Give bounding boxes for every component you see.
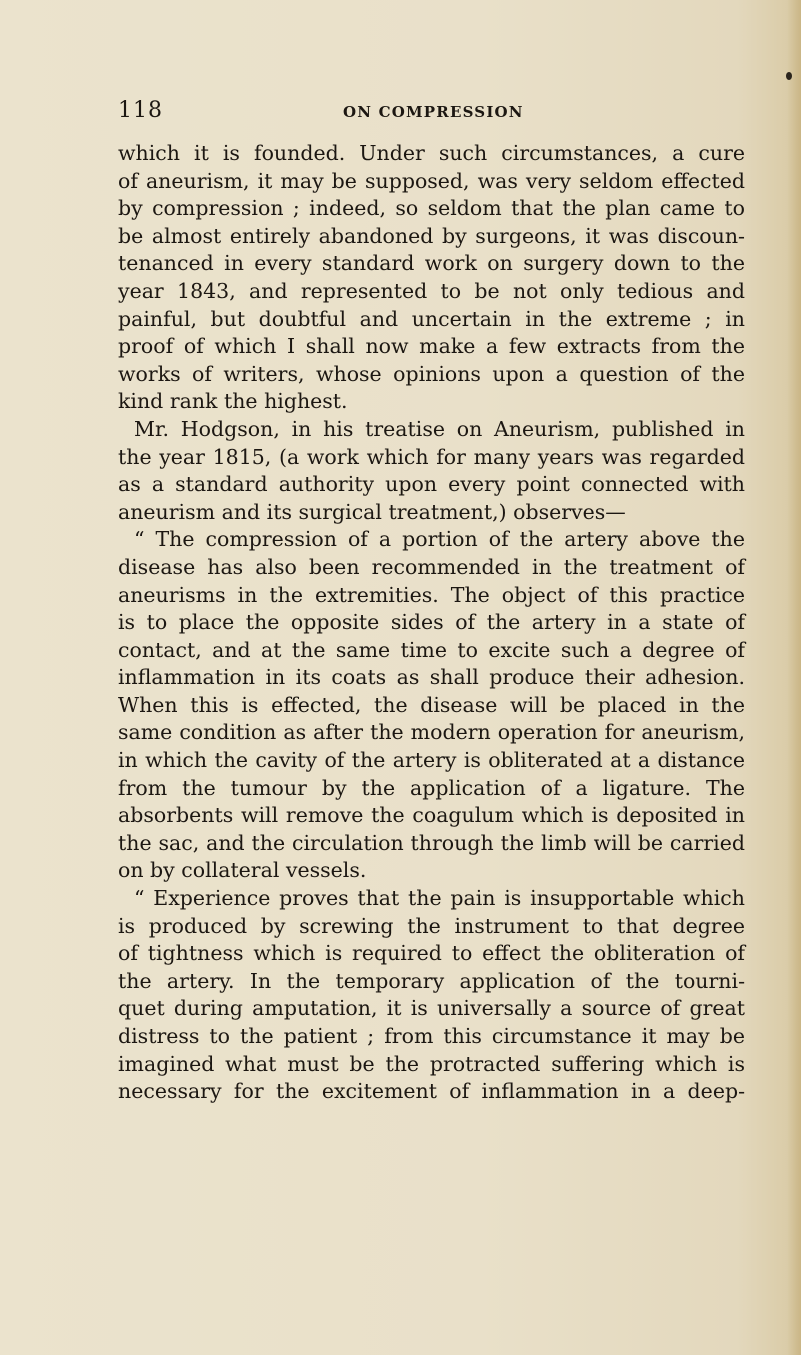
body-text bbox=[118, 140, 745, 1106]
text-line: be almost entirely abandoned by surgeons, it was discoun- bbox=[118, 223, 745, 248]
paragraph-end-line: kind rank the highest. bbox=[118, 389, 348, 414]
paragraph-end-line: aneurism and its surgical treatment,) observes— bbox=[118, 499, 626, 524]
text-line: the sac, and the circulation through the limb will be carried bbox=[118, 830, 745, 855]
paragraph-start-line: “ Experience proves that the pain is insupportable which bbox=[134, 886, 745, 911]
text-line: same condition as after the modern operation for aneurism, bbox=[118, 720, 745, 745]
ink-spot bbox=[786, 72, 792, 80]
running-title: ON COMPRESSION bbox=[343, 103, 524, 121]
text-line: year 1843, and represented to be not only tedious and bbox=[118, 278, 745, 303]
paragraph-end-line: on by collateral vessels. bbox=[118, 858, 367, 883]
text-line: aneurisms in the extremities. The object of this practice bbox=[118, 582, 745, 607]
text-line: which it is founded. Under such circumstances, a cure bbox=[118, 141, 745, 165]
text-line: the year 1815, (a work which for many years was regarded bbox=[118, 444, 745, 469]
text-line: distress to the patient ; from this circumstance it may be bbox=[118, 1024, 745, 1048]
text-line: disease has also been recommended in the treatment of bbox=[118, 554, 745, 579]
text-line: by compression ; indeed, so seldom that the plan came to bbox=[118, 196, 745, 221]
text-line: When this is effected, the disease will be placed in the bbox=[118, 692, 745, 717]
text-line: is to place the opposite sides of the artery in a state of bbox=[118, 610, 745, 635]
text-line: contact, and at the same time to excite such a degree of bbox=[118, 637, 745, 662]
page-number: 118 bbox=[118, 98, 163, 123]
paragraph-start-line: Mr. Hodgson, in his treatise on Aneurism, published in bbox=[134, 416, 745, 441]
text-line: of tightness which is required to effect the obliteration of bbox=[118, 941, 745, 966]
text-line: absorbents will remove the coagulum which is deposited in bbox=[118, 803, 745, 828]
text-line: imagined what must be the protracted suffering which is bbox=[118, 1051, 745, 1076]
text-line: in which the cavity of the artery is obliterated at a distance bbox=[118, 748, 745, 773]
text-line: as a standard authority upon every point connected with bbox=[118, 472, 745, 497]
text-line: tenanced in every standard work on surgery down to the bbox=[118, 251, 745, 276]
text-line: inflammation in its coats as shall produce their adhesion. bbox=[118, 665, 745, 690]
running-header bbox=[118, 98, 758, 128]
paragraph-start-line: “ The compression of a portion of the artery above the bbox=[134, 527, 745, 552]
text-line: quet during amputation, it is universally a source of great bbox=[118, 996, 745, 1021]
page-edge-shadow bbox=[787, 0, 801, 1355]
text-line: painful, but doubtful and uncertain in the extreme ; in bbox=[118, 306, 745, 331]
text-line: is produced by screwing the instrument to that degree bbox=[118, 913, 745, 938]
text-line: necessary for the excitement of inflammation in a deep- bbox=[118, 1079, 745, 1104]
text-line: proof of which I shall now make a few extracts from the bbox=[118, 334, 745, 359]
text-line: from the tumour by the application of a ligature. The bbox=[118, 775, 745, 800]
text-line: works of writers, whose opinions upon a question of the bbox=[118, 361, 745, 386]
text-line: of aneurism, it may be supposed, was very seldom effected bbox=[118, 168, 745, 193]
text-line: the artery. In the temporary application of the tourni- bbox=[118, 968, 745, 993]
